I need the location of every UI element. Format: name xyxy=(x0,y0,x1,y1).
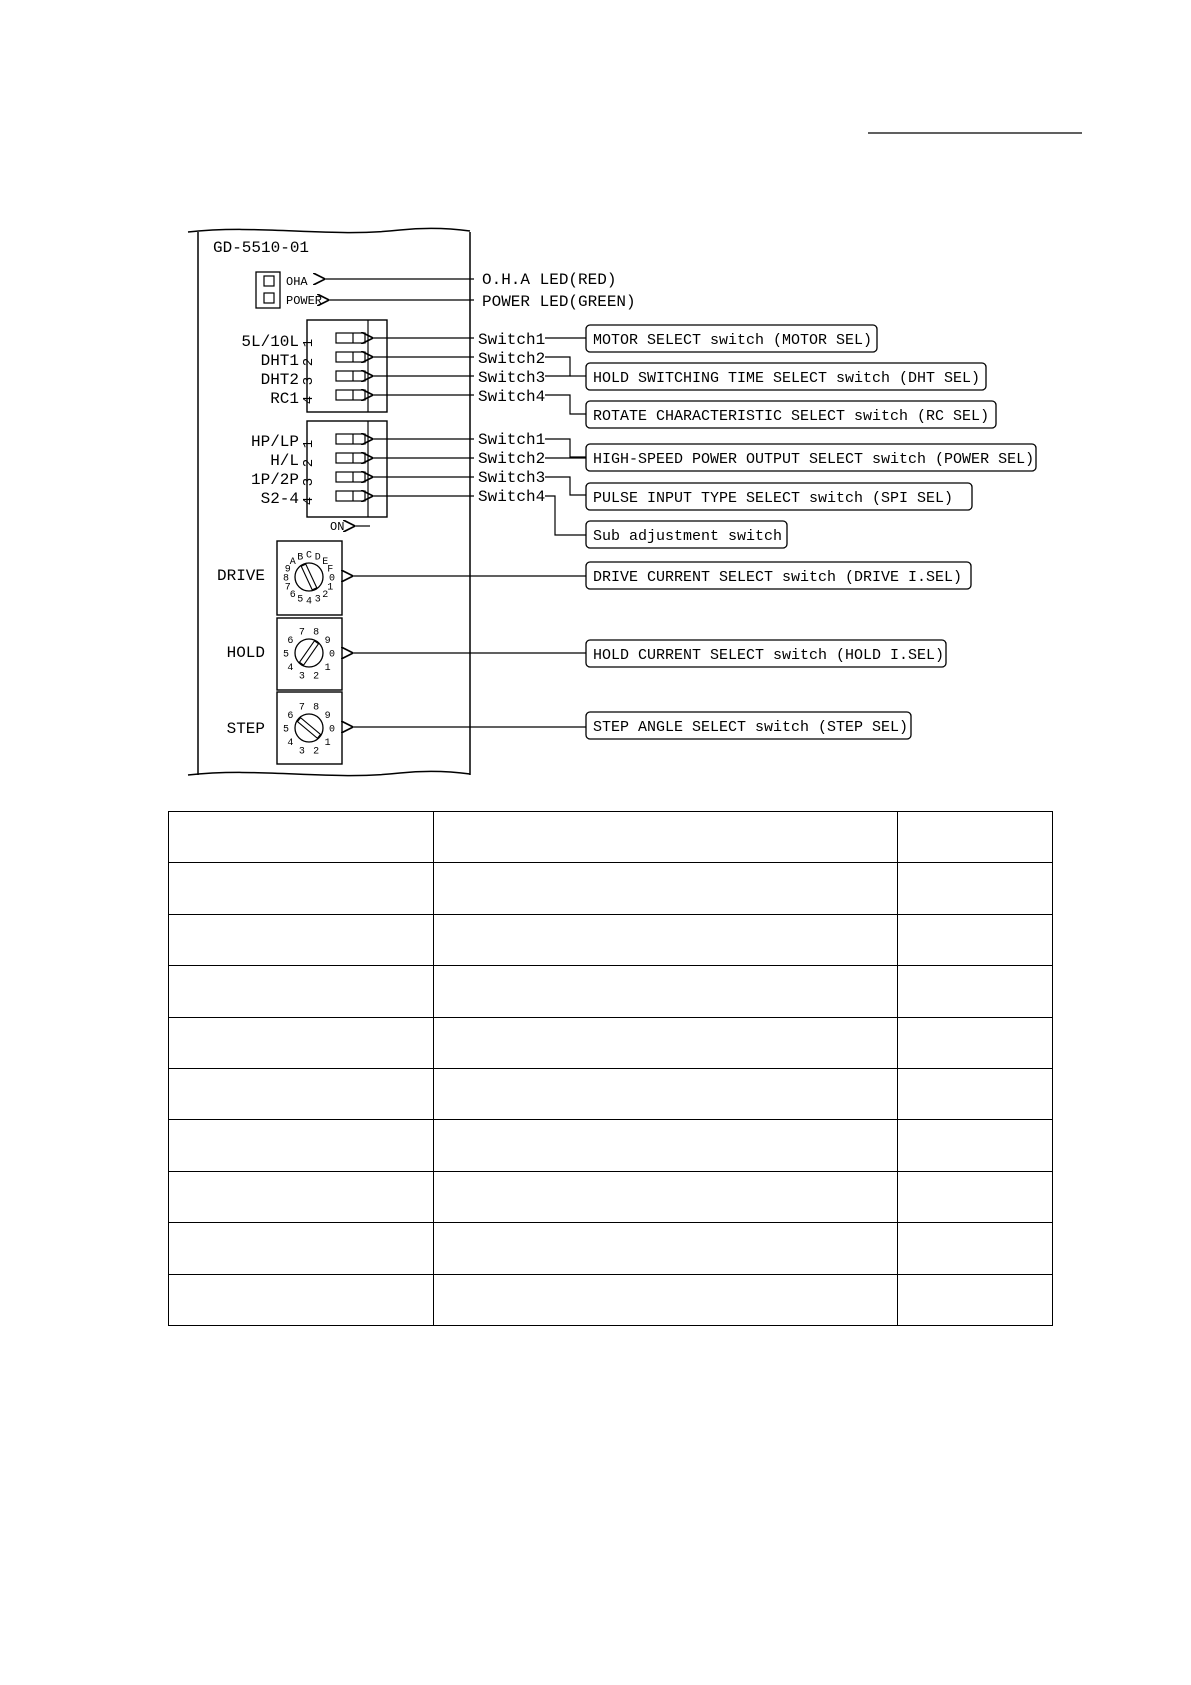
table-cell xyxy=(898,1120,1053,1171)
callout-rc-sel-text: ROTATE CHARACTERISTIC SELECT switch (RC SEL) xyxy=(593,408,990,425)
panel-outline xyxy=(188,228,470,775)
on-label: ON xyxy=(330,520,345,534)
drive-dial-mark: D xyxy=(314,552,321,564)
dip2-switch4: Switch4 xyxy=(478,488,546,506)
hold-dial-mark: 6 xyxy=(287,636,294,647)
table-cell xyxy=(434,1223,898,1274)
dip1-num-3: 3 xyxy=(301,376,317,386)
table-row xyxy=(169,1171,1053,1222)
drive-dial-mark: 0 xyxy=(328,573,336,585)
callout-motor-sel xyxy=(586,325,877,352)
dip2-switch3: Switch3 xyxy=(478,469,546,487)
callout-hold-sel xyxy=(586,640,946,667)
table-cell xyxy=(169,966,434,1017)
callout-power-sel xyxy=(586,444,1036,471)
table-cell xyxy=(898,1068,1053,1119)
step-dial-mark: 0 xyxy=(328,724,336,736)
step-dial-mark: 4 xyxy=(287,738,294,749)
dip2-num-4: 4 xyxy=(301,496,317,506)
callout-motor-sel-text: MOTOR SELECT switch (MOTOR SEL) xyxy=(593,332,873,349)
table-cell xyxy=(434,1017,898,1068)
dip2-label-2: H/L xyxy=(270,452,299,470)
dip-switch-2 xyxy=(307,421,387,517)
drive-dial-mark: 6 xyxy=(289,589,296,601)
spec-table xyxy=(168,811,1053,1326)
callout-spi-sel xyxy=(586,483,972,510)
hold-dial-mark: 3 xyxy=(298,671,305,683)
connector-lines xyxy=(545,338,586,535)
dip1-num-4: 4 xyxy=(301,395,317,405)
dip1-switch1: Switch1 xyxy=(478,331,546,349)
dip1-num-1: 1 xyxy=(301,338,317,348)
table-cell xyxy=(169,1120,434,1171)
callout-sub-adj xyxy=(586,521,787,548)
power-led-callout: POWER LED(GREEN) xyxy=(482,293,636,311)
table-row xyxy=(169,1120,1053,1171)
dip2-label-3: 1P/2P xyxy=(250,471,299,489)
drive-dial-mark: B xyxy=(297,552,304,564)
callout-step-sel-text: STEP ANGLE SELECT switch (STEP SEL) xyxy=(593,719,909,736)
hold-dial-label: HOLD xyxy=(226,644,265,662)
hold-dial-mark: 5 xyxy=(282,649,290,661)
callout-hold-sel-text: HOLD CURRENT SELECT switch (HOLD I.SEL) xyxy=(593,647,945,664)
table-cell xyxy=(434,1171,898,1222)
table-cell xyxy=(169,812,434,863)
dip2-num-3: 3 xyxy=(301,477,317,487)
table-row xyxy=(169,812,1053,863)
table-cell xyxy=(169,1223,434,1274)
table-cell xyxy=(434,812,898,863)
drive-dial-label: DRIVE xyxy=(216,567,265,585)
dip1-label-4: RC1 xyxy=(270,390,299,408)
hold-dial-mark: 4 xyxy=(287,663,294,674)
driver-panel-diagram xyxy=(0,0,1191,800)
table-cell xyxy=(898,812,1053,863)
dip1-switch2: Switch2 xyxy=(478,350,546,368)
power-led-label: POWER xyxy=(286,294,323,308)
callout-step-sel xyxy=(586,712,911,739)
step-dial-mark: 7 xyxy=(298,702,305,714)
oha-led-label: OHA xyxy=(286,275,308,289)
step-dial-label: STEP xyxy=(226,720,265,738)
dip2-label-1: HP/LP xyxy=(250,433,299,451)
callout-power-sel-text: HIGH-SPEED POWER OUTPUT SELECT switch (POWER SEL) xyxy=(593,451,1035,468)
hold-dial-mark: 8 xyxy=(313,627,320,639)
dip2-switch1: Switch1 xyxy=(478,431,546,449)
step-dial-mark: 3 xyxy=(298,746,305,758)
dip1-label-1: 5L/10L xyxy=(241,333,299,351)
step-dial-mark: 2 xyxy=(313,746,320,758)
callout-rc-sel xyxy=(586,401,996,428)
table-row xyxy=(169,863,1053,914)
table-cell xyxy=(434,1068,898,1119)
table-cell xyxy=(169,1171,434,1222)
step-dial-mark: 6 xyxy=(287,711,294,722)
table-cell xyxy=(169,863,434,914)
callout-drive-sel xyxy=(586,562,971,589)
dip2-num-2: 2 xyxy=(301,458,317,468)
table-cell xyxy=(898,1223,1053,1274)
dip2-switch2: Switch2 xyxy=(478,450,546,468)
dip1-num-2: 2 xyxy=(301,357,317,367)
table-row xyxy=(169,1068,1053,1119)
drive-dial-mark: 2 xyxy=(322,589,329,601)
table-cell xyxy=(169,1068,434,1119)
dip1-switch4: Switch4 xyxy=(478,388,546,406)
drive-dial-mark: C xyxy=(305,550,313,562)
table-cell xyxy=(434,1120,898,1171)
table-row xyxy=(169,966,1053,1017)
step-dial-mark: 8 xyxy=(313,702,320,714)
led-block xyxy=(256,272,280,308)
hold-dial-mark: 0 xyxy=(328,649,336,661)
callout-dht-sel xyxy=(586,363,986,390)
hold-dial-mark: 9 xyxy=(324,636,331,647)
table-cell xyxy=(898,1017,1053,1068)
table-cell xyxy=(169,1274,434,1325)
callout-sub-adj-text: Sub adjustment switch xyxy=(593,528,783,545)
oha-led-callout: O.H.A LED(RED) xyxy=(482,271,617,289)
hold-dial xyxy=(277,618,342,690)
table-cell xyxy=(434,1274,898,1325)
drive-dial-mark: F xyxy=(327,564,334,576)
dip1-label-3: DHT2 xyxy=(260,371,299,389)
table-row xyxy=(169,1223,1053,1274)
dip2-num-1: 1 xyxy=(301,439,317,449)
step-dial-mark: 1 xyxy=(324,738,331,749)
table-row xyxy=(169,914,1053,965)
step-dial-mark: 9 xyxy=(324,711,331,722)
table-cell xyxy=(169,914,434,965)
table-cell xyxy=(898,1171,1053,1222)
hold-dial-mark: 7 xyxy=(298,627,305,639)
table-row xyxy=(169,1274,1053,1325)
drive-dial-mark: 3 xyxy=(314,594,321,606)
table-cell xyxy=(898,914,1053,965)
table-cell xyxy=(898,1274,1053,1325)
step-dial xyxy=(277,692,342,764)
dip-switch-1 xyxy=(307,320,387,412)
step-dial-mark: 5 xyxy=(282,724,290,736)
hold-dial-mark: 1 xyxy=(324,663,331,674)
table-row xyxy=(169,1017,1053,1068)
dip1-switch3: Switch3 xyxy=(478,369,546,387)
drive-dial-mark: 9 xyxy=(284,564,291,576)
drive-dial-mark: E xyxy=(322,557,329,569)
drive-dial xyxy=(277,541,342,615)
drive-dial-mark: 8 xyxy=(282,573,290,585)
table-cell xyxy=(169,1017,434,1068)
table-cell xyxy=(898,863,1053,914)
drive-dial-mark: 5 xyxy=(297,594,304,606)
table-cell xyxy=(434,863,898,914)
drive-dial-mark: A xyxy=(289,557,296,569)
callout-drive-sel-text: DRIVE CURRENT SELECT switch (DRIVE I.SEL) xyxy=(593,569,963,586)
drive-dial-mark: 1 xyxy=(327,582,334,594)
table-cell xyxy=(898,966,1053,1017)
dip2-label-4: S2-4 xyxy=(260,490,299,508)
hold-dial-mark: 2 xyxy=(313,671,320,683)
model-label: GD-5510-01 xyxy=(213,239,310,257)
callout-dht-sel-text: HOLD SWITCHING TIME SELECT switch (DHT SEL) xyxy=(593,370,981,387)
drive-dial-mark: 4 xyxy=(305,596,313,608)
table-cell xyxy=(434,966,898,1017)
table-cell xyxy=(434,914,898,965)
callout-spi-sel-text: PULSE INPUT TYPE SELECT switch (SPI SEL) xyxy=(593,490,954,507)
drive-dial-mark: 7 xyxy=(284,582,291,594)
dip1-label-2: DHT1 xyxy=(260,352,299,370)
